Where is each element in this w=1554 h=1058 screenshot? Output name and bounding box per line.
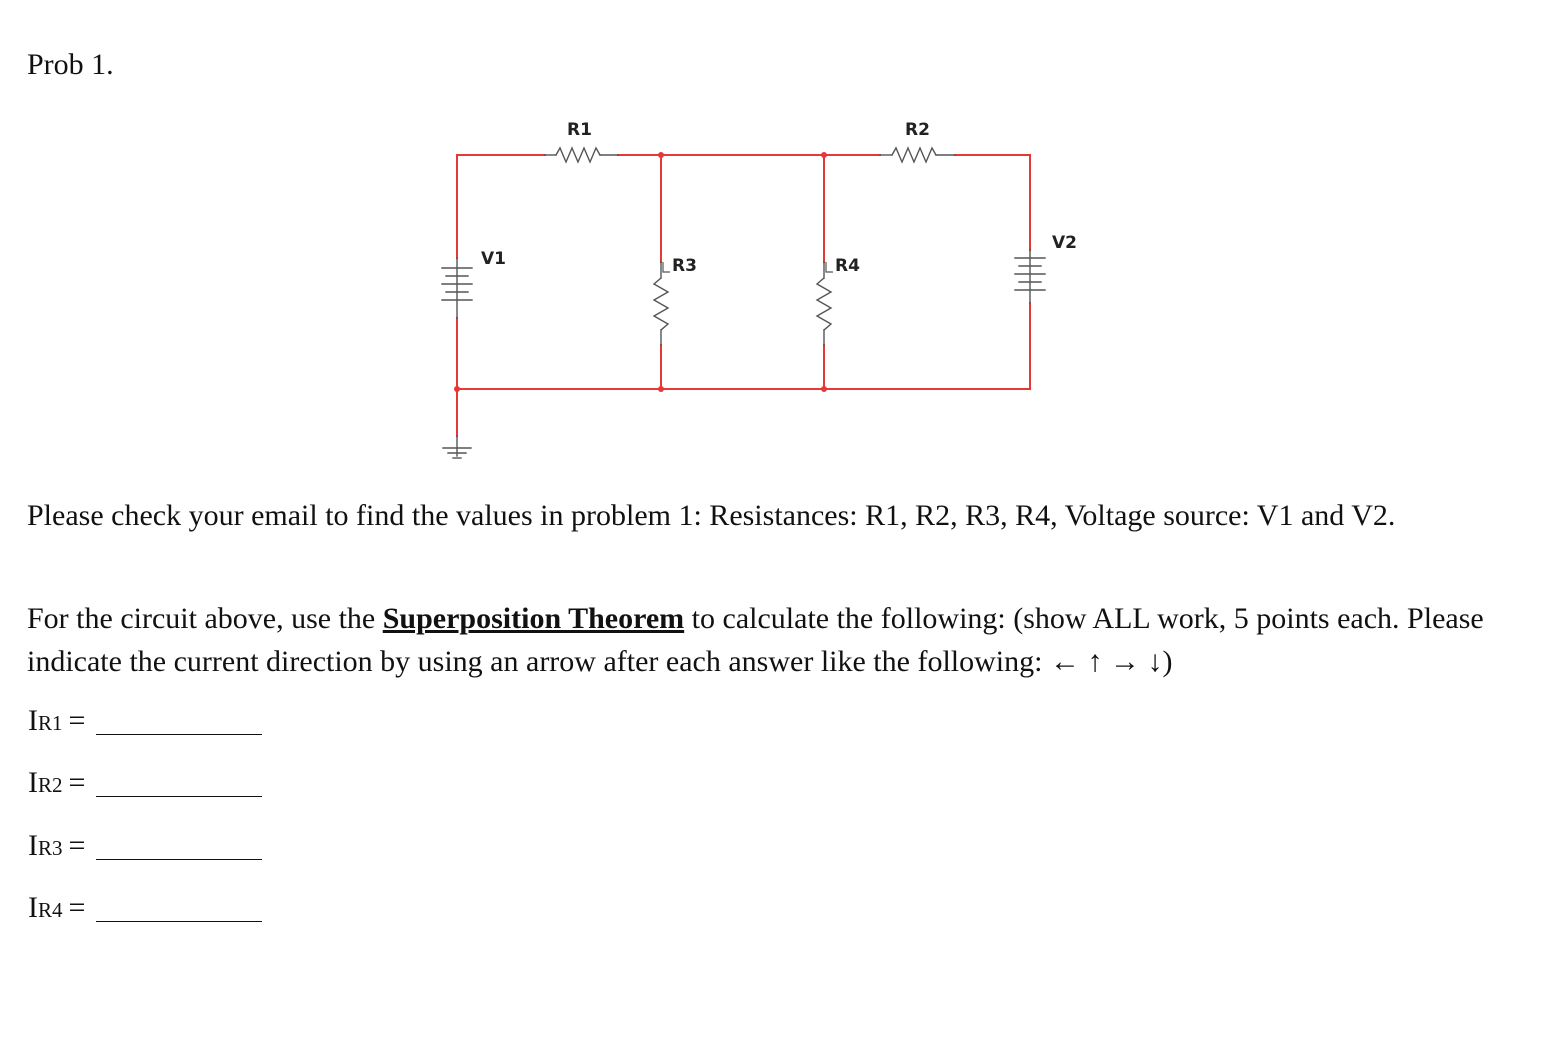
answer-blank[interactable] bbox=[96, 859, 262, 860]
resistor-r1 bbox=[545, 148, 618, 162]
problem-title: Prob 1. bbox=[27, 48, 114, 81]
circuit-diagram bbox=[0, 0, 1554, 480]
current-subscript: R4 bbox=[38, 898, 63, 922]
resistor-r2 bbox=[880, 148, 955, 162]
label-v1: V1 bbox=[481, 249, 506, 269]
answer-blank[interactable] bbox=[96, 734, 262, 735]
equals-sign: = bbox=[68, 704, 86, 737]
resistor-r4 bbox=[817, 262, 831, 345]
task-suffix: to calculate the following: (show ALL work, 5 points each. Please indicate the current direction by using an arrow after each answer like the following: ← ↑ → ↓) bbox=[27, 602, 1484, 678]
label-r1: R1 bbox=[567, 120, 592, 140]
equals-sign: = bbox=[68, 766, 86, 799]
circuit-wires bbox=[457, 155, 1030, 436]
current-symbol: I bbox=[28, 704, 38, 737]
label-r3: R3 bbox=[672, 256, 697, 276]
label-r4: R4 bbox=[835, 256, 860, 276]
current-symbol: I bbox=[28, 829, 38, 862]
equals-sign: = bbox=[68, 891, 86, 924]
answer-ir2 bbox=[28, 766, 85, 806]
task-prefix: For the circuit above, use the bbox=[27, 602, 383, 635]
ground-icon bbox=[443, 436, 471, 458]
answer-ir1 bbox=[28, 704, 85, 744]
task-paragraph bbox=[27, 597, 1507, 683]
junction-dots bbox=[454, 152, 827, 392]
theorem-name: Superposition Theorem bbox=[382, 602, 685, 635]
current-symbol: I bbox=[28, 891, 38, 924]
answer-ir4 bbox=[28, 891, 85, 931]
current-subscript: R3 bbox=[38, 836, 63, 860]
label-v2: V2 bbox=[1052, 233, 1077, 253]
battery-v1 bbox=[442, 258, 472, 318]
equals-sign: = bbox=[68, 829, 86, 862]
label-r2: R2 bbox=[905, 120, 930, 140]
current-subscript: R1 bbox=[38, 711, 63, 735]
answer-blank[interactable] bbox=[96, 921, 262, 922]
resistor-r3 bbox=[654, 262, 668, 345]
instructions-paragraph: Please check your email to find the values in problem 1: Resistances: R1, R2, R3, R4, Voltage source: V1 and V2. bbox=[27, 499, 1396, 532]
battery-v2 bbox=[1015, 250, 1045, 303]
current-symbol: I bbox=[28, 766, 38, 799]
current-subscript: R2 bbox=[38, 773, 63, 797]
answer-blank[interactable] bbox=[96, 796, 262, 797]
answer-ir3 bbox=[28, 829, 85, 869]
